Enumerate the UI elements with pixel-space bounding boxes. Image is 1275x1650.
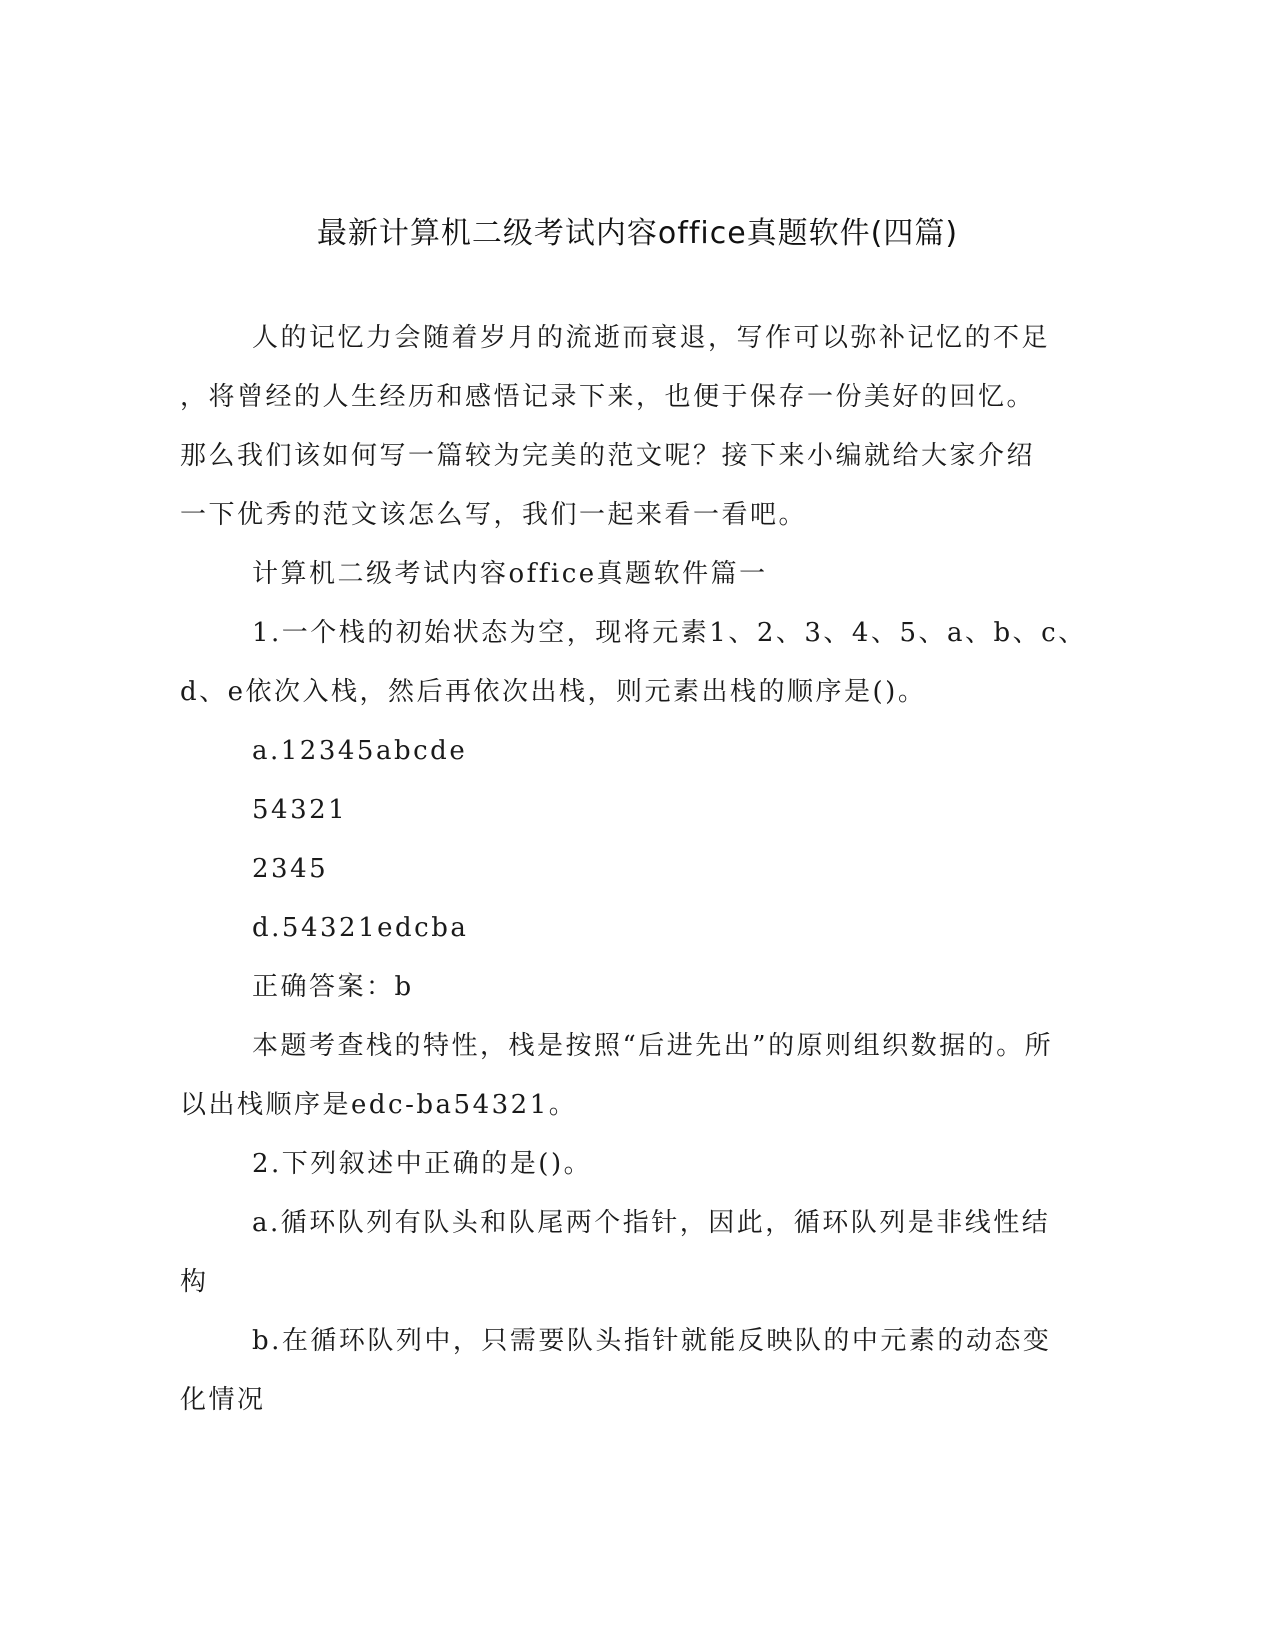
document-title: 最新计算机二级考试内容office真题软件(四篇) (316, 216, 959, 251)
option-line: 2345 (252, 854, 329, 884)
option-line: b.在循环队列中，只需要队头指针就能反映队的中元素的动态变 (252, 1326, 1052, 1356)
answer-line: 正确答案：b (252, 972, 414, 1002)
option-line: a.12345abcde (252, 736, 468, 766)
question-line: 1.一个栈的初始状态为空，现将元素1、2、3、4、5、a、b、c、 (252, 618, 1087, 648)
explanation-line: 以出栈顺序是edc-ba54321。 (180, 1090, 578, 1120)
paragraph-line: 一下优秀的范文该怎么写，我们一起来看一看吧。 (180, 500, 808, 530)
explanation-line: 本题考查栈的特性，栈是按照“后进先出”的原则组织数据的。所 (252, 1031, 1054, 1061)
question-line: d、e依次入栈，然后再依次出栈，则元素出栈的顺序是()。 (180, 677, 927, 707)
option-line: a.循环队列有队头和队尾两个指针，因此，循环队列是非线性结 (252, 1208, 1051, 1238)
section-heading: 计算机二级考试内容office真题软件篇一 (252, 559, 768, 589)
option-line: 化情况 (180, 1385, 266, 1415)
paragraph-line: ，将曾经的人生经历和感悟记录下来，也便于保存一份美好的回忆。 (180, 382, 1036, 412)
option-line: 54321 (252, 795, 348, 825)
paragraph-line: 人的记忆力会随着岁月的流逝而衰退，写作可以弥补记忆的不足 (252, 323, 1051, 353)
option-line: d.54321edcba (252, 913, 469, 943)
option-line: 构 (180, 1267, 209, 1297)
paragraph-line: 那么我们该如何写一篇较为完美的范文呢？接下来小编就给大家介绍 (180, 441, 1036, 471)
question-line: 2.下列叙述中正确的是()。 (252, 1149, 593, 1179)
